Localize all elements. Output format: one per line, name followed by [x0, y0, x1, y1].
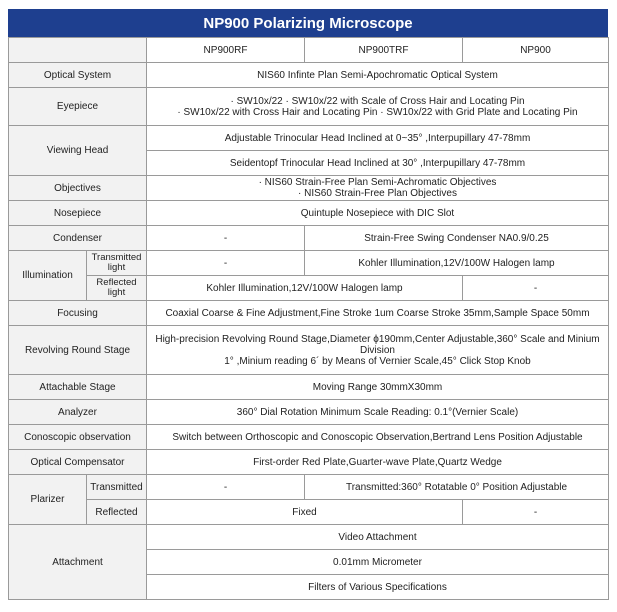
row-revolving-stage — [9, 326, 609, 375]
label-eyepiece: Eyepiece — [9, 88, 147, 126]
label-optical-system: Optical System — [9, 63, 147, 88]
row-focusing — [9, 301, 609, 326]
row-objectives — [9, 176, 609, 201]
label-illumination: Illumination — [9, 251, 87, 301]
eyepiece-line-1: · SW10x/22 · SW10x/22 with Scale of Cross Hair and Locating Pin — [230, 95, 525, 107]
value-plarizer-transmitted-np900rf: - — [147, 475, 305, 500]
value-plarizer-reflected-rf-trf: Fixed — [147, 500, 463, 525]
value-plarizer-transmitted-other: Transmitted:360° Rotatable 0° Position Adjustable — [305, 475, 609, 500]
row-attachable-stage — [9, 375, 609, 400]
label-focusing: Focusing — [9, 301, 147, 326]
value-condenser-other: Strain-Free Swing Condenser NA0.9/0.25 — [305, 226, 609, 251]
row-analyzer — [9, 400, 609, 425]
label-illumination-reflected: Reflected light — [87, 276, 147, 301]
value-illumination-transmitted-other: Kohler Illumination,12V/100W Halogen lamp — [305, 251, 609, 276]
row-illumination-transmitted — [9, 251, 609, 276]
row-attachment-1 — [9, 525, 609, 550]
value-compensator: First-order Red Plate,Guarter-wave Plate,Quartz Wedge — [147, 450, 609, 475]
row-eyepiece — [9, 88, 609, 126]
model-header-row — [9, 38, 609, 63]
value-illumination-reflected-np900: - — [463, 276, 609, 301]
value-illumination-transmitted-np900rf: - — [147, 251, 305, 276]
model-header-np900trf: NP900TRF — [305, 38, 463, 63]
table-title: NP900 Polarizing Microscope — [8, 9, 608, 37]
value-condenser-np900rf: - — [147, 226, 305, 251]
label-condenser: Condenser — [9, 226, 147, 251]
label-compensator: Optical Compensator — [9, 450, 147, 475]
value-nosepiece: Quintuple Nosepiece with DIC Slot — [147, 201, 609, 226]
header-empty-cell — [9, 38, 147, 63]
objectives-line-1: · NIS60 Strain-Free Plan Semi-Achromatic Objectives — [258, 177, 497, 188]
objectives-line-2: · NIS60 Strain-Free Plan Objectives — [298, 188, 457, 199]
value-optical-system: NIS60 Infinte Plan Semi-Apochromatic Optical System — [147, 63, 609, 88]
value-objectives — [147, 176, 609, 201]
label-illumination-transmitted: Transmitted light — [87, 251, 147, 276]
value-analyzer: 360° Dial Rotation Minimum Scale Reading: 0.1°(Vernier Scale) — [147, 400, 609, 425]
value-attachable-stage: Moving Range 30mmX30mm — [147, 375, 609, 400]
label-plarizer: Plarizer — [9, 475, 87, 525]
row-plarizer-transmitted — [9, 475, 609, 500]
revolving-line-2: 1° ,Minium reading 6´ by Means of Vernier Scale,45° Click Stop Knob — [224, 355, 531, 367]
row-compensator — [9, 450, 609, 475]
model-header-np900: NP900 — [463, 38, 609, 63]
value-viewing-head-adjustable: Adjustable Trinocular Head Inclined at 0~35° ,Interpupillary 47-78mm — [147, 126, 609, 151]
revolving-line-1: High-precision Revolving Round Stage,Diameter ϕ190mm,Center Adjustable,360° Scale and Minium Division — [155, 333, 600, 356]
spec-sheet — [8, 9, 608, 600]
eyepiece-line-2: · SW10x/22 with Cross Hair and Locating Pin · SW10x/22 with Grid Plate and Locating Pin — [177, 106, 578, 118]
label-analyzer: Analyzer — [9, 400, 147, 425]
row-plarizer-reflected — [9, 500, 609, 525]
label-conoscopic: Conoscopic observation — [9, 425, 147, 450]
value-eyepiece — [147, 88, 609, 126]
label-revolving-stage: Revolving Round Stage — [9, 326, 147, 375]
row-illumination-reflected — [9, 276, 609, 301]
model-header-np900rf: NP900RF — [147, 38, 305, 63]
row-optical-system — [9, 63, 609, 88]
value-attachment-micrometer: 0.01mm Micrometer — [147, 550, 609, 575]
row-nosepiece — [9, 201, 609, 226]
value-illumination-reflected-rf-trf: Kohler Illumination,12V/100W Halogen lamp — [147, 276, 463, 301]
row-conoscopic — [9, 425, 609, 450]
label-objectives: Objectives — [9, 176, 147, 201]
value-revolving-stage — [147, 326, 609, 375]
label-attachment: Attachment — [9, 525, 147, 600]
row-viewing-head-1 — [9, 126, 609, 151]
row-condenser — [9, 226, 609, 251]
spec-table — [8, 37, 609, 600]
label-plarizer-transmitted: Transmitted — [87, 475, 147, 500]
label-nosepiece: Nosepiece — [9, 201, 147, 226]
value-focusing: Coaxial Coarse & Fine Adjustment,Fine Stroke 1um Coarse Stroke 35mm,Sample Space 50mm — [147, 301, 609, 326]
value-viewing-head-seidentopf: Seidentopf Trinocular Head Inclined at 30° ,Interpupillary 47-78mm — [147, 151, 609, 176]
label-viewing-head: Viewing Head — [9, 126, 147, 176]
value-conoscopic: Switch between Orthoscopic and Conoscopic Observation,Bertrand Lens Position Adjustable — [147, 425, 609, 450]
value-plarizer-reflected-np900: - — [463, 500, 609, 525]
label-attachable-stage: Attachable Stage — [9, 375, 147, 400]
value-attachment-filters: Filters of Various Specifications — [147, 575, 609, 600]
label-plarizer-reflected: Reflected — [87, 500, 147, 525]
value-attachment-video: Video Attachment — [147, 525, 609, 550]
